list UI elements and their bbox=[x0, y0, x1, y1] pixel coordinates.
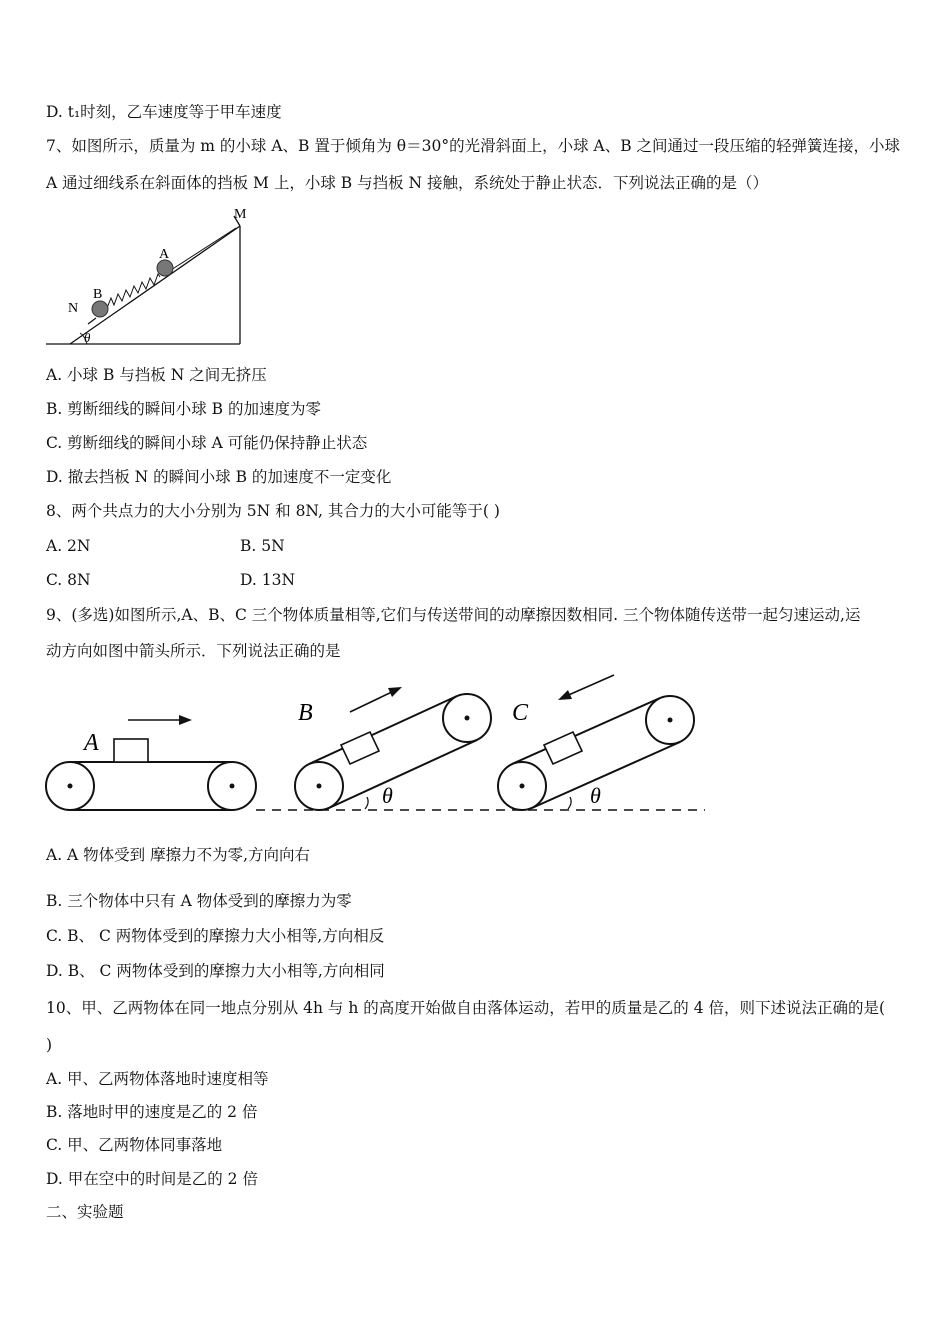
q7-incline-figure bbox=[40, 200, 260, 350]
q8-option-c: C. 8N bbox=[46, 571, 91, 589]
q7-stem-line1: 7、如图所示，质量为 m 的小球 A、B 置于倾角为 θ＝30°的光滑斜面上，小球 A、B 之间通过一段压缩的轻弹簧连接，小球 bbox=[46, 137, 901, 155]
label-b-block: B bbox=[298, 700, 313, 726]
q10-option-b: B. 落地时甲的速度是乙的 2 倍 bbox=[46, 1103, 258, 1121]
ball-a bbox=[157, 260, 173, 276]
label-theta-c: θ bbox=[590, 783, 601, 808]
q9-stem-line1: 9、(多选)如图所示,A、B、C 三个物体质量相等,它们与传送带间的动摩擦因数相同. 三个物体随传送带一起匀速运动,运 bbox=[46, 606, 861, 624]
q8-option-d: D. 13N bbox=[240, 571, 296, 589]
q10-stem-line2: ) bbox=[46, 1036, 53, 1054]
q9-option-c: C. B、 C 两物体受到的摩擦力大小相等,方向相反 bbox=[46, 927, 385, 945]
label-b: B bbox=[93, 287, 103, 302]
q7-stem-line2: A 通过细线系在斜面体的挡板 M 上，小球 B 与挡板 N 接触，系统处于静止状态．下列说法正确的是（） bbox=[46, 174, 769, 192]
q7-option-c: C. 剪断细线的瞬间小球 A 可能仍保持静止状态 bbox=[46, 434, 368, 452]
q7-option-d: D. 撤去挡板 N 的瞬间小球 B 的加速度不一定变化 bbox=[46, 468, 392, 486]
block-b bbox=[341, 732, 379, 764]
q7-option-a: A. 小球 B 与挡板 N 之间无挤压 bbox=[46, 366, 267, 384]
q6-option-d: D. t₁时刻，乙车速度等于甲车速度 bbox=[46, 103, 282, 121]
q9-option-b: B. 三个物体中只有 A 物体受到的摩擦力为零 bbox=[46, 892, 352, 910]
section-heading: 二、实验题 bbox=[46, 1203, 124, 1221]
label-a: A bbox=[159, 247, 170, 262]
label-theta: θ bbox=[84, 330, 91, 345]
ball-b bbox=[92, 301, 108, 317]
q8-option-a: A. 2N bbox=[46, 537, 91, 555]
label-m: M bbox=[234, 207, 247, 222]
q7-option-b: B. 剪断细线的瞬间小球 B 的加速度为零 bbox=[46, 400, 321, 418]
block-a bbox=[114, 739, 148, 762]
label-theta-b: θ bbox=[382, 783, 393, 808]
q9-option-d: D. B、 C 两物体受到的摩擦力大小相等,方向相同 bbox=[46, 962, 385, 980]
label-n: N bbox=[68, 301, 79, 316]
q10-stem-line1: 10、甲、乙两物体在同一地点分别从 4h 与 h 的高度开始做自由落体运动，若甲的质量是乙的 4 倍，则下述说法正确的是( bbox=[46, 999, 886, 1017]
q8-stem: 8、两个共点力的大小分别为 5N 和 8N, 其合力的大小可能等于( ) bbox=[46, 502, 500, 520]
q9-conveyor-figure bbox=[40, 675, 720, 825]
label-a-block: A bbox=[84, 730, 99, 756]
q10-option-c: C. 甲、乙两物体同事落地 bbox=[46, 1136, 223, 1154]
q9-option-a: A. A 物体受到 摩擦力不为零,方向向右 bbox=[46, 846, 311, 864]
block-c bbox=[544, 732, 582, 764]
q10-option-a: A. 甲、乙两物体落地时速度相等 bbox=[46, 1070, 269, 1088]
q10-option-d: D. 甲在空中的时间是乙的 2 倍 bbox=[46, 1170, 258, 1188]
q9-stem-line2: 动方向如图中箭头所示．下列说法正确的是 bbox=[46, 642, 341, 660]
label-c-block: C bbox=[512, 700, 529, 726]
q8-option-b: B. 5N bbox=[240, 537, 285, 555]
